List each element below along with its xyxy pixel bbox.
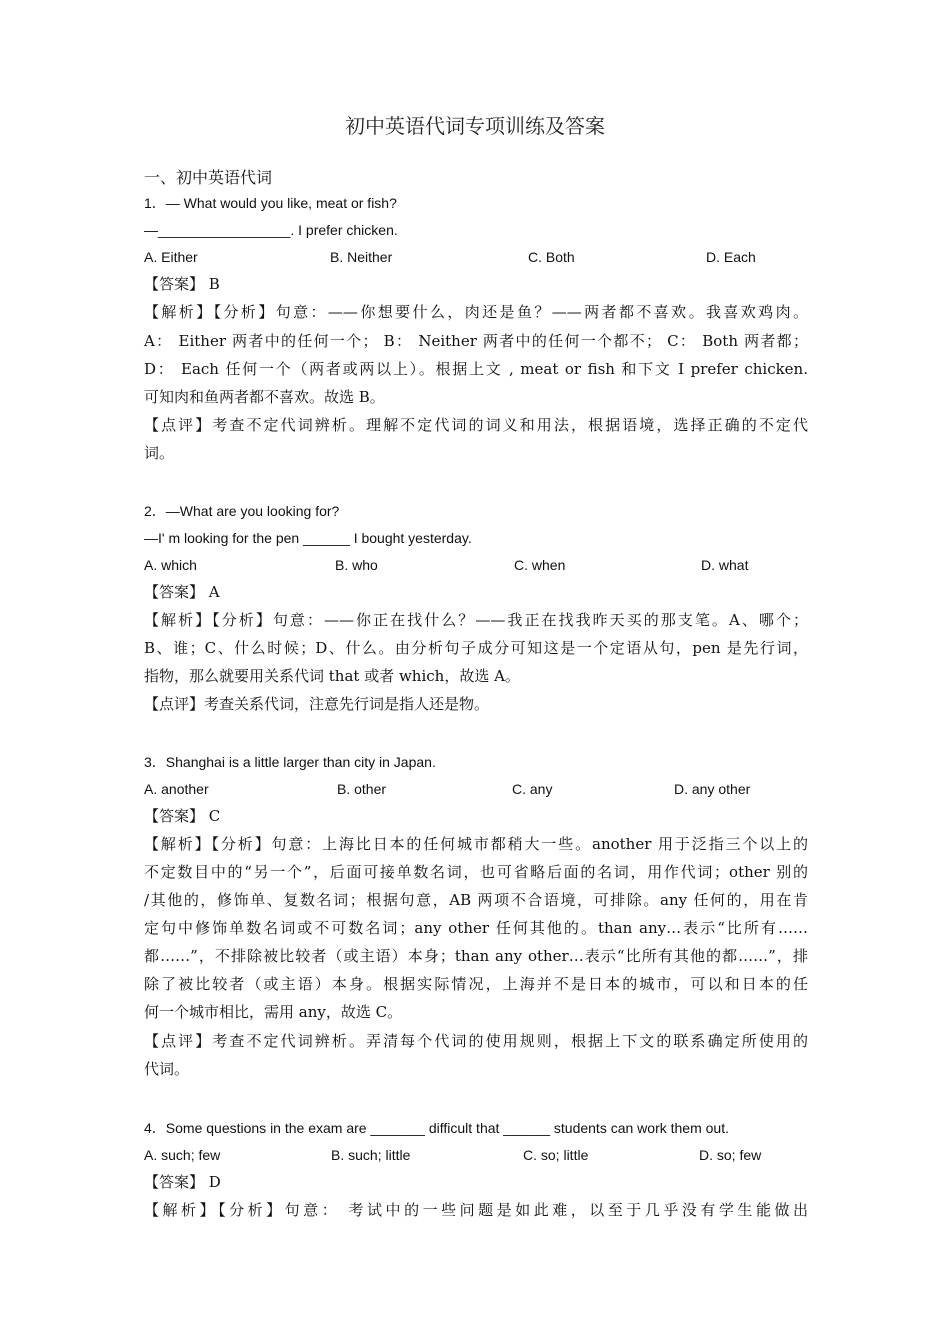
option-b: B. who	[335, 557, 378, 573]
question-3-answer: 【答案】 C	[144, 807, 221, 825]
question-2-comment-line: 【点评】考查关系代词，注意先行词是指人还是物。	[144, 695, 490, 713]
question-1-analysis-line: A： Either 两者中的任何一个； B： Neither 两者中的任何一个都不； C： Both 两者都；	[144, 332, 808, 350]
section-heading: 一、初中英语代词	[144, 168, 273, 187]
option-d: D. what	[701, 557, 749, 573]
question-3-analysis-line: 不定数目中的“另一个”，后面可接单数名词，也可省略后面的名词，用作代词；other 别的	[144, 863, 808, 881]
question-2-analysis-line: 指物，那么就要用关系代词 that 或者 which，故选 A。	[144, 667, 520, 685]
question-3-analysis-line: 除了被比较者（或主语）本身。根据实际情况，上海并不是日本的城市，可以和日本的任	[144, 975, 808, 993]
option-a: A. which	[144, 557, 197, 573]
question-3-analysis-line: 何一个城市相比，需用 any，故选 C。	[144, 1003, 403, 1021]
option-c: C. any	[512, 781, 553, 797]
question-1-answer: 【答案】 B	[144, 275, 220, 293]
question-3-comment-line: 代词。	[144, 1060, 190, 1078]
question-2-reply: —I' m looking for the pen ______ I bought yesterday.	[144, 530, 472, 546]
question-3-options	[144, 779, 808, 799]
page-title: 初中英语代词专项训练及答案	[345, 114, 605, 138]
question-1-options	[144, 247, 808, 267]
question-4-answer: 【答案】 D	[144, 1173, 221, 1191]
question-2-options	[144, 555, 808, 575]
question-2-analysis-line: 【解析】【分析】句意：——你正在找什么？——我正在找我昨天买的那支笔。A、哪个；	[144, 611, 808, 629]
question-3-analysis-line: 定句中修饰单数名词或不可数名词；any other 任何其他的。than any…表示“比所有……	[144, 919, 808, 937]
question-2-answer: 【答案】 A	[144, 583, 220, 601]
question-3-comment-line: 【点评】考查不定代词辨析。弄清每个代词的使用规则，根据上下文的联系确定所使用的	[144, 1032, 808, 1050]
question-1-comment-line: 【点评】考查不定代词辨析。理解不定代词的词义和用法，根据语境，选择正确的不定代	[144, 416, 808, 434]
question-2-analysis-line: B、谁；C、什么时候；D、什么。由分析句子成分可知这是一个定语从句，pen 是先行词，	[144, 639, 808, 657]
question-1-reply: —_________________. I prefer chicken.	[144, 222, 398, 238]
option-b: B. Neither	[330, 249, 393, 265]
question-4-analysis-line: 【解析】【分析】句意： 考试中的一些问题是如此难，以至于几乎没有学生能做出	[144, 1201, 808, 1219]
option-a: A. another	[144, 781, 209, 797]
question-3-analysis-line: 【解析】【分析】句意：上海比日本的任何城市都稍大一些。another 用于泛指三个以上的	[144, 835, 808, 853]
question-1-stem: 1．— What would you like, meat or fish?	[144, 195, 397, 211]
question-1-analysis-line: D： Each 任何一个（两者或两以上）。根据上文 , meat or fish 和下文 I prefer chicken.	[144, 360, 808, 378]
question-4-stem: 4．Some questions in the exam are _______ difficult that ______ students can work them out.	[144, 1120, 729, 1136]
question-3-stem: 3．Shanghai is a little larger than city in Japan.	[144, 754, 436, 770]
option-c: C. so; little	[523, 1147, 589, 1163]
question-3-analysis-line: 都……”，不排除被比较者（或主语）本身；than any other…表示“比所有其他的都……”，排	[144, 947, 808, 965]
option-b: B. other	[337, 781, 387, 797]
option-c: C. when	[514, 557, 566, 573]
option-d: D. any other	[674, 781, 751, 797]
option-a: A. such; few	[144, 1147, 221, 1163]
option-d: D. Each	[706, 249, 756, 265]
option-b: B. such; little	[331, 1147, 411, 1163]
question-1-comment-line: 词。	[144, 444, 175, 462]
option-c: C. Both	[528, 249, 575, 265]
question-2-stem: 2．—What are you looking for?	[144, 503, 340, 519]
option-d: D. so; few	[699, 1147, 762, 1163]
question-1-analysis-line: 【解析】【分析】句意：——你想要什么，肉还是鱼？——两者都不喜欢。我喜欢鸡肉。	[144, 303, 808, 321]
question-4-options	[144, 1145, 808, 1165]
option-a: A. Either	[144, 249, 198, 265]
question-1-analysis-line: 可知肉和鱼两者都不喜欢。故选 B。	[144, 388, 385, 406]
question-3-analysis-line: /其他的，修饰单、复数名词；根据句意，AB 两项不合语境，可排除。any 任何的，用在肯	[144, 891, 808, 909]
